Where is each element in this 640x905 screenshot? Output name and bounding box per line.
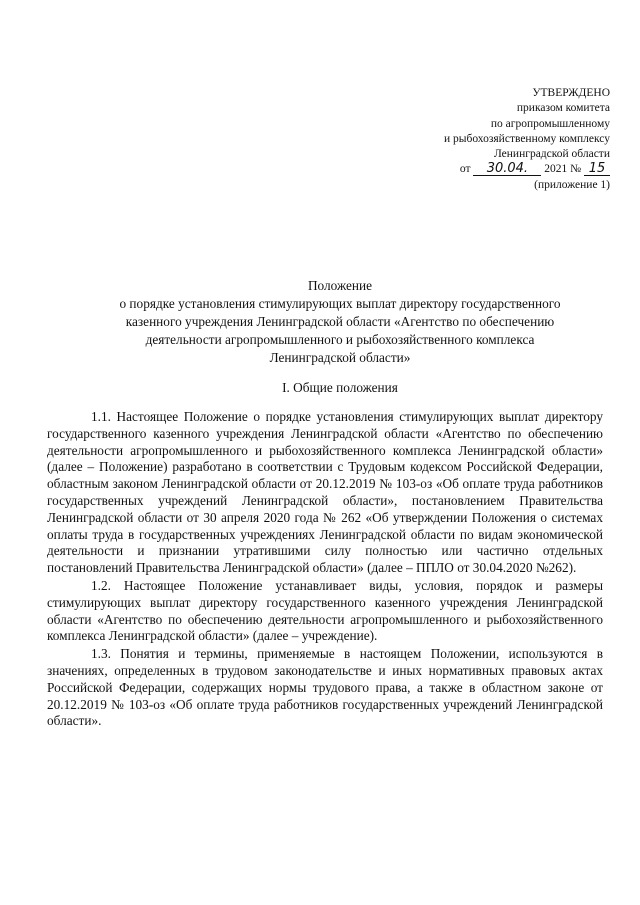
title-line-2: о порядке установления стимулирующих выплат директору государственного [119,296,561,311]
year-number-label: 2021 № [544,163,582,176]
title-line-3: казенного учреждения Ленинградской области «Агентство по обеспечению [125,314,555,329]
paragraph-1-1: 1.1. Настоящее Положение о порядке установления стимулирующих выплат директору государственного казенного учреждения Ленинградской области «Агентство по обеспечению деятельности агропромышленного и рыбохозяйственного комплекса Ленинградской области» (далее – Положение) разработано в соответствии с Трудовым кодексом Российской Федерации, областным законом Ленинградской области от 20.12.2019 № 103-оз «Об оплате труда работников государственных учреждений Ленинградской области», постановлением Правительства Ленинградской области от 30 апреля 2020 года № 262 «Об утверждении Положения о системах оплаты труда в государственных учреждениях Ленинградской области по видам экономической деятельности и признании утратившими силу полностью или частично отдельных постановлений Правительства Ленинградской области» (далее – ППЛО от 30.04.2020 №262). [47,409,603,576]
document-title [60,277,620,367]
title-line-4: деятельности агропромышленного и рыбохозяйственного комплекса [145,332,535,347]
approval-line-4: Ленинградской области [493,148,610,161]
approval-line-3: и рыбохозяйственному комплексу [443,132,610,145]
paragraph-1-3: 1.3. Понятия и термины, применяемые в настоящем Положении, используются в значениях, определенных в трудовом законодательстве и иных нормативных правовых актах Российской Федерации, содержащих нормы трудового права, а также в областном законе от 20.12.2019 № 103-оз «Об оплате труда работников государственных учреждений Ленинградской области». [47,646,603,729]
title-line-5: Ленинградской области» [269,350,411,365]
paragraph-1-2: 1.2. Настоящее Положение устанавливает виды, условия, порядок и размеры стимулирующих выплат директору государственного казенного учреждения Ленинградской области «Агентство по обеспечению деятельности агропромышленного и рыбохозяйственного комплекса Ленинградской области» (далее – учреждение). [47,577,603,644]
section-heading: I. Общие положения [282,380,398,395]
document-body [47,409,603,731]
title-line-1: Положение [307,278,373,293]
approval-line-2: по агропромышленному [490,117,610,130]
date-prefix: от [459,163,471,176]
handwritten-number: 15 [584,162,610,176]
approval-block [350,86,610,193]
handwritten-date: 30.04. [473,162,541,176]
appendix-label: (приложение 1) [534,178,610,191]
approved-stamp-text: УТВЕРЖДЕНО [532,87,610,99]
approval-date-line [350,162,610,177]
approval-line-1: приказом комитета [516,102,610,115]
